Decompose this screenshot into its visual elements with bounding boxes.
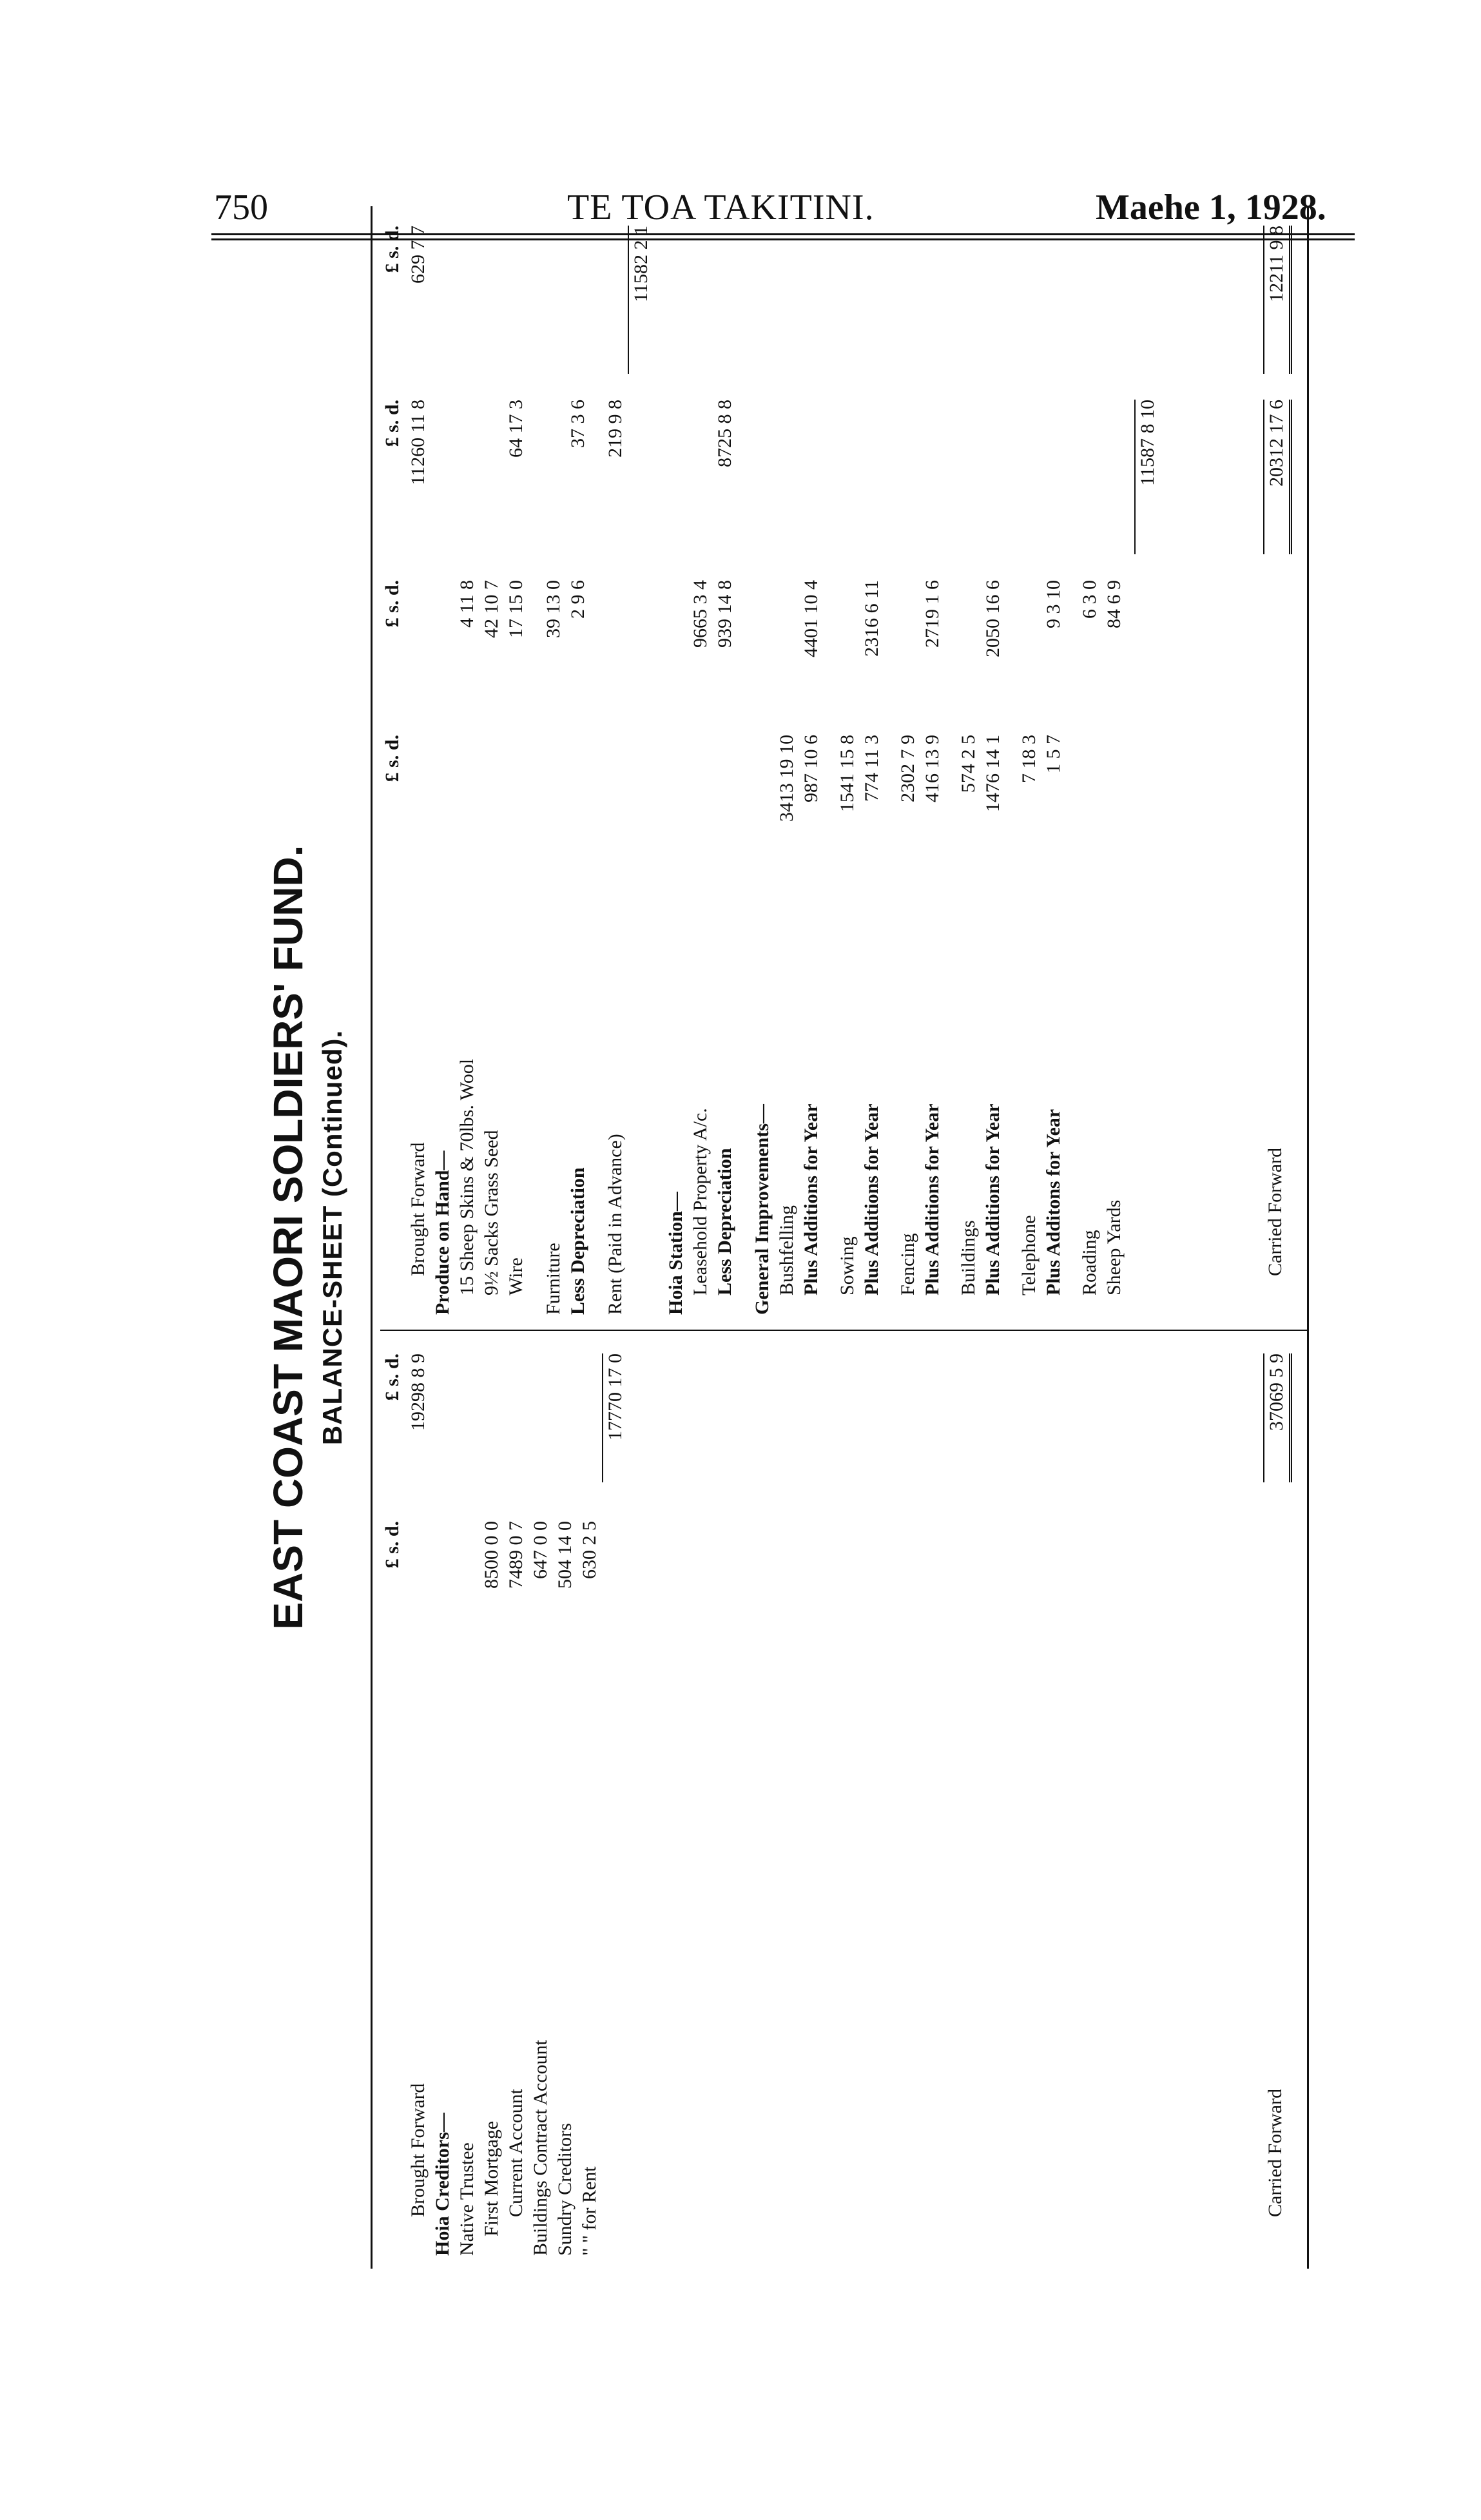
leasehold-amount: 9665 3 4 [690, 580, 711, 648]
asset-col-head-3: £ s. d. [382, 400, 403, 447]
improvement-label: Buildings [958, 1220, 979, 1295]
rent-amount: 219 9 8 [605, 400, 626, 458]
sheet-subtitle: BALANCE-SHEET (Continued). [317, 1029, 347, 1446]
improvement-c1: 1476 14 1 [982, 735, 1003, 812]
liab-col-head-2: £ s. d. [382, 1353, 403, 1401]
column-divider [380, 1330, 1308, 1331]
improvement-c2: 2719 1 6 [922, 580, 943, 648]
improvement-c1: 1 5 7 [1043, 735, 1064, 773]
produce-total: 64 17 3 [505, 400, 527, 458]
improvement-c1: 2302 7 9 [897, 735, 918, 802]
improvement-label: Roading [1079, 1230, 1100, 1295]
table-top-rule [371, 206, 373, 2269]
rotated-balance-sheet [258, 206, 1315, 2269]
improvement-c1: 987 10 6 [800, 735, 822, 802]
furniture-label: Furniture [543, 1243, 564, 1315]
furniture-dep-label: Less Depreciation [567, 1167, 588, 1315]
asset-col-head-2: £ s. d. [382, 580, 403, 628]
leasehold-label: Leasehold Property A/c. [690, 1108, 711, 1295]
liab-item-amount: 7489 0 7 [505, 1521, 527, 1589]
improvement-c1: 774 11 3 [861, 735, 882, 802]
liabilities-side [380, 1341, 1308, 2256]
assets-side [380, 219, 1308, 1315]
liab-carried-forward-total: 37069 5 9 [1263, 1353, 1292, 1482]
improvement-label: Fencing [897, 1233, 918, 1295]
produce-label: 9½ Sacks Grass Seed [481, 1130, 502, 1295]
improvement-label: Plus Additions for Year [800, 1103, 822, 1295]
asset-brought-forward-c4: 629 7 7 [407, 226, 429, 284]
improvement-label: Sheep Yards [1103, 1199, 1125, 1295]
liab-item-label: Buildings Contract Account [530, 2040, 551, 2256]
improvement-label: Sowing [837, 1236, 858, 1295]
improvement-c1: 1541 15 8 [837, 735, 858, 812]
liab-item-amount: 630 2 5 [579, 1521, 600, 1579]
liab-item-amount: 8500 0 0 [481, 1521, 502, 1589]
hoia-creditors-heading: Hoia Creditors— [432, 2113, 453, 2256]
produce-amount: 17 15 0 [505, 580, 527, 638]
improvements-total: 11587 8 10 [1134, 400, 1160, 554]
produce-label: Wire [505, 1257, 527, 1295]
liab-item-amount: 647 0 0 [530, 1521, 551, 1579]
improvement-c1: 3413 19 10 [776, 735, 797, 822]
station-heading: Hoia Station— [665, 1192, 686, 1315]
liab-col-head-1: £ s. d. [382, 1521, 403, 1569]
improvement-c1: 574 2 5 [958, 735, 979, 793]
page-number: 750 [214, 188, 268, 228]
improvement-c2: 6 3 0 [1079, 580, 1100, 619]
improvements-heading: General Improvements— [751, 1104, 773, 1315]
produce-amount: 4 11 8 [456, 580, 478, 628]
improvement-c1: 416 13 9 [922, 735, 943, 802]
produce-label: 15 Sheep Skins & 70lbs. Wool [456, 1058, 478, 1295]
liab-item-label: " " for Rent [579, 2166, 600, 2256]
native-trustee-label: Native Trustee [456, 2142, 478, 2256]
improvement-label: Plus Additions for Year [861, 1103, 882, 1295]
furniture-dep-amount: 2 9 6 [567, 580, 588, 619]
asset-brought-forward-c3: 11260 11 8 [407, 400, 429, 485]
asset-carried-forward-c4: 12211 9 8 [1263, 226, 1292, 374]
improvement-label: Telephone [1018, 1215, 1040, 1295]
liab-brought-forward-total: 19298 8 9 [407, 1353, 429, 1431]
liab-item-label: First Mortgage [481, 2120, 502, 2236]
balance-sheet-table [380, 206, 1308, 2269]
fund-title: EAST COAST MAORI SOLDIERS' FUND. [265, 845, 311, 1630]
liab-carried-forward-label: Carried Forward [1264, 2088, 1286, 2217]
assets-subtotal: 11582 2 1 [628, 226, 653, 374]
rent-label: Rent (Paid in Advance) [605, 1134, 626, 1315]
improvement-label: Plus Additions for Year [922, 1103, 943, 1295]
creditors-total: 17770 17 0 [602, 1353, 628, 1482]
improvement-label: Bushfelling [776, 1205, 797, 1295]
improvement-label: Plus Additions for Year [982, 1103, 1003, 1295]
asset-brought-forward-label: Brought Forward [407, 1142, 429, 1276]
produce-amount: 42 10 7 [481, 580, 502, 638]
leasehold-net: 8725 8 8 [714, 400, 735, 467]
asset-col-head-4: £ s. d. [382, 226, 403, 273]
leasehold-dep-label: Less Depreciation [714, 1148, 735, 1295]
liab-item-amount: 504 14 0 [554, 1521, 576, 1589]
improvement-c2: 2050 16 6 [982, 580, 1003, 657]
furniture-net: 37 3 6 [567, 400, 588, 448]
liab-item-label: Current Account [505, 2088, 527, 2217]
improvement-c2: 4401 10 4 [800, 580, 822, 657]
issue-date: Maehe 1, 1928. [1096, 188, 1326, 228]
improvement-c1: 7 18 3 [1018, 735, 1040, 783]
liab-item-label: Sundry Creditors [554, 2123, 576, 2256]
produce-heading: Produce on Hand— [432, 1150, 453, 1315]
liab-brought-forward-label: Brought Forward [407, 2083, 429, 2217]
leasehold-dep-amount: 939 14 8 [714, 580, 735, 648]
asset-carried-forward-c3: 20312 17 6 [1263, 400, 1292, 554]
furniture-amount: 39 13 0 [543, 580, 564, 638]
publication-title: TE TOA TAKITINI. [567, 188, 875, 228]
improvement-c2: 9 3 10 [1043, 580, 1064, 628]
asset-carried-forward-label: Carried Forward [1264, 1147, 1286, 1276]
improvement-label: Plus Additons for Year [1043, 1109, 1064, 1295]
asset-col-head-1: £ s. d. [382, 735, 403, 782]
improvement-c2: 2316 6 11 [861, 580, 882, 657]
improvement-c2: 84 6 9 [1103, 580, 1125, 628]
